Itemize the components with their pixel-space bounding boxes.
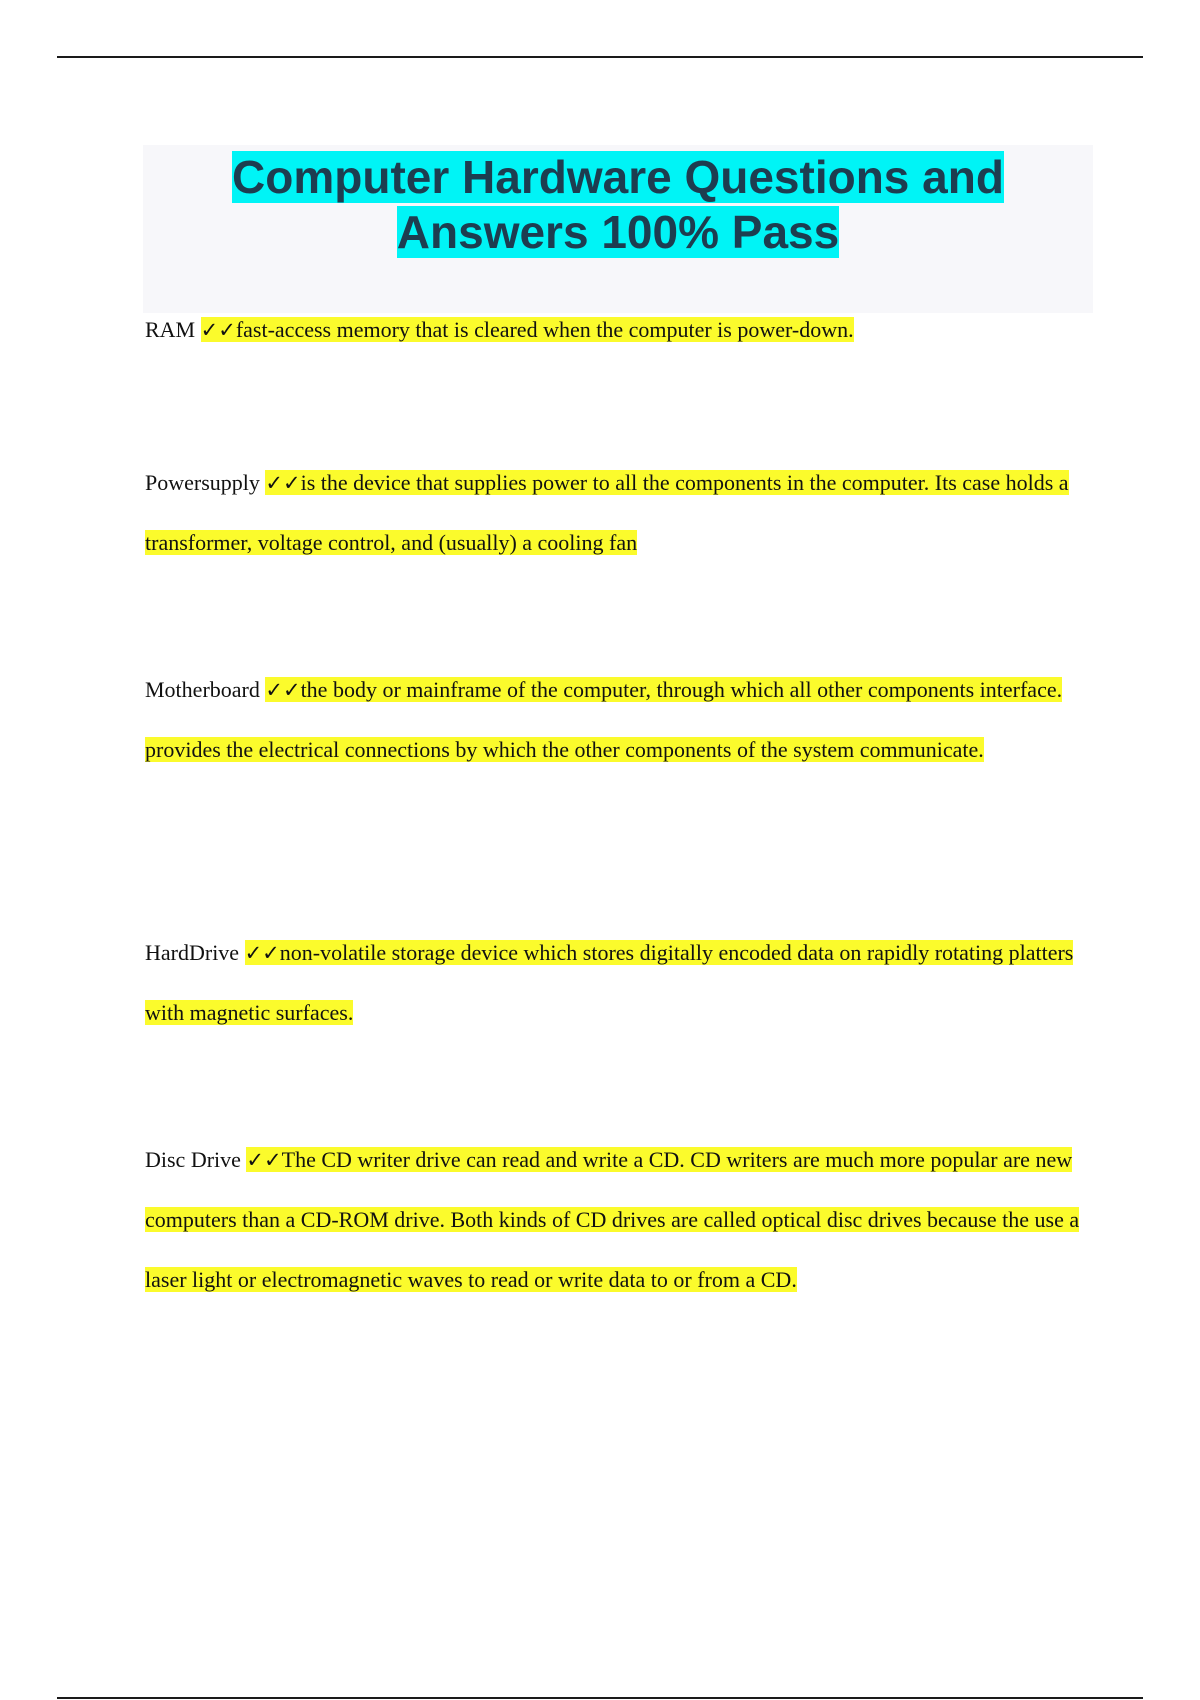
- double-check-icon: ✓✓: [246, 1148, 282, 1172]
- qa-answer-highlight: [201, 317, 854, 342]
- title-line-1: Computer Hardware Questions and: [232, 151, 1004, 203]
- qa-answer: The CD writer drive can read and write a CD. CD writers are much more popular are new computers than a CD-ROM drive. Both kinds of CD drives are called optical disc drives because the use a laser light or electromagnetic waves to read or write data to or from a CD.: [145, 1147, 1080, 1292]
- document-title: [143, 150, 1093, 260]
- double-check-icon: ✓✓: [244, 941, 280, 965]
- qa-term: Disc Drive: [145, 1147, 241, 1172]
- qa-term: RAM: [145, 317, 196, 342]
- qa-item-motherboard: [145, 660, 1105, 780]
- qa-item-disc-drive: [145, 1130, 1105, 1310]
- footer-rule: [57, 1697, 1143, 1699]
- qa-item-harddrive: [145, 923, 1105, 1043]
- qa-answer-highlight: [145, 677, 1062, 762]
- qa-term: Motherboard: [145, 677, 260, 702]
- qa-answer: fast-access memory that is cleared when the computer is power-down.: [235, 317, 854, 342]
- title-line-2: Answers 100% Pass: [396, 206, 840, 258]
- qa-answer: is the device that supplies power to all the components in the computer. Its case holds a transformer, voltage control, and (usually) a cooling fan: [145, 470, 1069, 555]
- qa-term: Powersupply: [145, 470, 260, 495]
- qa-answer-highlight: [145, 940, 1073, 1025]
- qa-item-ram: [145, 300, 1105, 360]
- double-check-icon: ✓✓: [265, 678, 301, 702]
- qa-answer-highlight: [145, 1147, 1079, 1292]
- header-rule: [57, 56, 1143, 58]
- qa-answer: the body or mainframe of the computer, through which all other components interface. provides the electrical connections by which the other components of the system communicate.: [145, 677, 1063, 762]
- qa-answer-highlight: [145, 470, 1069, 555]
- double-check-icon: ✓✓: [200, 318, 236, 342]
- double-check-icon: ✓✓: [265, 471, 301, 495]
- qa-answer: non-volatile storage device which stores digitally encoded data on rapidly rotating platters with magnetic surfaces.: [145, 940, 1074, 1025]
- qa-item-powersupply: [145, 453, 1105, 573]
- qa-term: HardDrive: [145, 940, 240, 965]
- title-block: [143, 145, 1093, 313]
